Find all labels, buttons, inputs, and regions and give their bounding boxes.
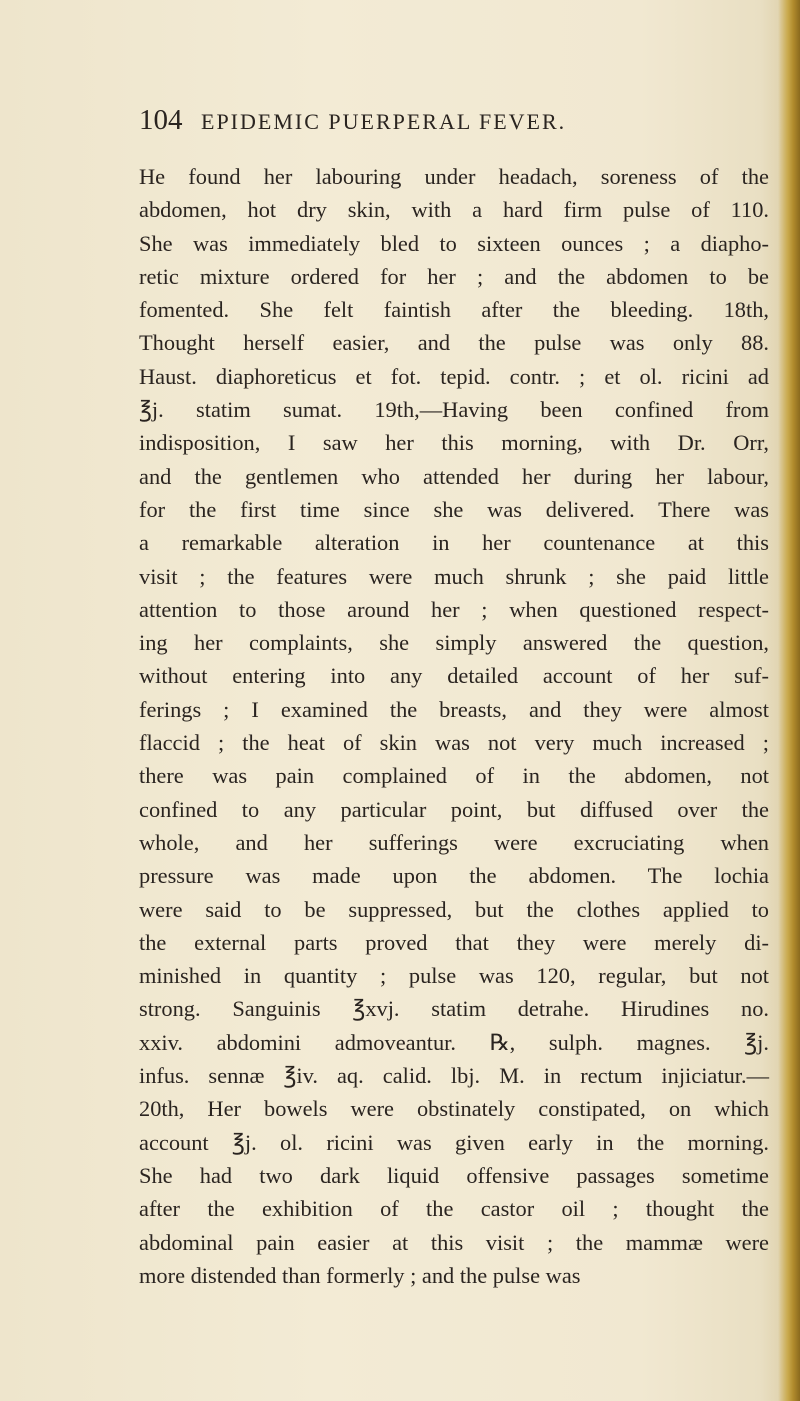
text-line: there was pain complained of in the abdomen, not (139, 763, 769, 789)
text-line: and the gentlemen who attended her during her labour, (139, 463, 769, 489)
text-line: Thought herself easier, and the pulse was only 88. (139, 330, 769, 356)
text-line: minished in quantity ; pulse was 120, regular, but not (139, 963, 769, 989)
text-line: fomented. She felt faintish after the bleeding. 18th, (139, 297, 769, 323)
text-line: She was immediately bled to sixteen ounces ; a diapho- (139, 230, 769, 256)
running-title: EPIDEMIC PUERPERAL FEVER. (201, 109, 567, 134)
text-line: ing her complaints, she simply answered the question, (139, 630, 769, 656)
body-text (139, 160, 769, 1292)
text-line: were said to be suppressed, but the clothes applied to (139, 896, 769, 922)
text-line: without entering into any detailed account of her suf- (139, 663, 769, 689)
text-line: confined to any particular point, but diffused over the (139, 796, 769, 822)
text-line: xxiv. abdomini admoveantur. ℞, sulph. magnes. ℥j. (139, 1029, 769, 1055)
text-line: indisposition, I saw her this morning, with Dr. Orr, (139, 430, 769, 456)
text-line: after the exhibition of the castor oil ; thought the (139, 1196, 769, 1222)
text-line: strong. Sanguinis ℥xvj. statim detrahe. Hirudines no. (139, 996, 769, 1022)
text-line: She had two dark liquid offensive passages sometime (139, 1162, 769, 1188)
text-line: pressure was made upon the abdomen. The lochia (139, 863, 769, 889)
text-line: ℥j. statim sumat. 19th,—Having been confined from (139, 397, 769, 423)
text-line: for the first time since she was delivered. There was (139, 496, 769, 522)
text-line: whole, and her sufferings were excruciating when (139, 829, 769, 855)
page-number: 104 (139, 104, 183, 136)
text-line: a remarkable alteration in her countenance at this (139, 530, 769, 556)
page-header (139, 103, 759, 139)
page-binding-edge (778, 0, 800, 1401)
text-line: He found her labouring under headach, soreness of the (139, 164, 769, 189)
text-line: Haust. diaphoreticus et fot. tepid. contr. ; et ol. ricini ad (139, 363, 769, 389)
text-line: flaccid ; the heat of skin was not very much increased ; (139, 730, 769, 756)
text-line: more distended than formerly ; and the pulse was (139, 1262, 581, 1288)
text-line: the external parts proved that they were merely di- (139, 929, 769, 955)
text-line: abdomen, hot dry skin, with a hard firm pulse of 110. (139, 197, 769, 223)
text-line: ferings ; I examined the breasts, and they were almost (139, 696, 769, 722)
text-line: account ℥j. ol. ricini was given early in the morning. (139, 1129, 769, 1155)
text-line: infus. sennæ ℥iv. aq. calid. lbj. M. in rectum injiciatur.— (139, 1063, 769, 1089)
text-line: visit ; the features were much shrunk ; she paid little (139, 563, 769, 589)
text-line: 20th, Her bowels were obstinately constipated, on which (139, 1096, 769, 1122)
text-line: abdominal pain easier at this visit ; the mammæ were (139, 1229, 769, 1255)
text-line: attention to those around her ; when questioned respect- (139, 596, 769, 622)
text-line: retic mixture ordered for her ; and the abdomen to be (139, 263, 769, 289)
